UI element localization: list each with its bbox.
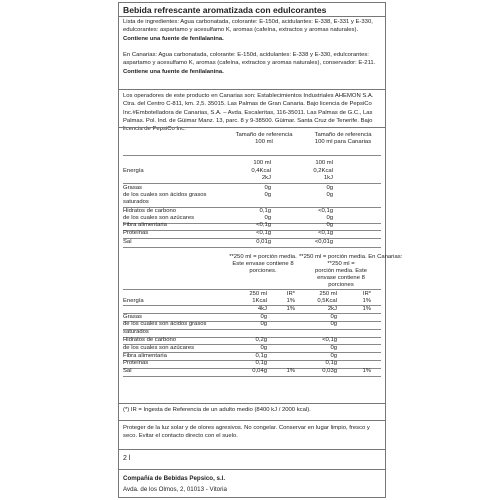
canarias-ingredients-paragraph [123, 51, 381, 76]
table1-row-value-col2: <0,01g [314, 239, 333, 245]
table-divider [119, 403, 385, 404]
table2-row-value-a: 0g [260, 344, 267, 351]
table1-row-value-col2: 0g [326, 185, 333, 191]
table1-col2-header: 100 ml para Canarias [314, 139, 372, 145]
table1-row-value-col1: 0,1g [259, 208, 271, 214]
table2-row-value-c: 0g [330, 321, 337, 328]
table1-col1-header: Tamaño de referencia [235, 132, 293, 138]
table2-col2-header: porciones [328, 282, 354, 288]
table1-row-label: Fibra alimentaria [123, 222, 167, 228]
table1-row-value-col1: 0g [264, 185, 271, 191]
table1-header-rule [123, 155, 381, 156]
table2-col2-header: porción media. Este [314, 268, 368, 274]
table1-row-value-col1: <0,1g [256, 222, 271, 228]
table1-row-label: de los cuales son ácidos grasos [123, 192, 207, 199]
table2-col1-header: **250 ml = porción media. [229, 254, 297, 260]
table2-row-value-c: 0,1g [325, 360, 337, 367]
table2-row-ir-c: 1% [362, 368, 371, 375]
table1-row-value-col2: <0,1g [318, 208, 333, 214]
table2-col1-header: porciones. [249, 268, 277, 274]
table1-row-label: Sal [123, 239, 132, 245]
table2-col2-header: **250 ml = [327, 261, 355, 267]
table2-row-label: de los cuales son azúcares [123, 344, 195, 351]
table1-row-value-col2: 1kJ [323, 175, 333, 182]
table1-row-value-col1: 0,01g [256, 239, 271, 245]
table2-row-value-a: 0,04g [252, 368, 267, 375]
table1-unit-col1: 100 ml [253, 160, 271, 166]
table2-row-value-a: 0g [260, 321, 267, 328]
table1-row-rule [123, 183, 381, 184]
table2-row-value-c: 2kJ [327, 305, 337, 312]
table1-unit-col2: 100 ml [315, 160, 333, 166]
table2-row-value-c: 0g [330, 313, 337, 320]
table2-row-ir-c: 1% [362, 305, 371, 312]
table2-row-label: Proteínas [123, 360, 149, 367]
table1-col2-header: Tamaño de referencia [314, 132, 372, 138]
table2-row-value-c: 0g [330, 352, 337, 359]
ir-note: (*) IR = Ingesta de Referencia de un adulto medio (8400 kJ / 2000 kcal). [123, 407, 311, 413]
table1-row-value-col1: 0g [264, 215, 271, 222]
storage-instructions: Proteger de la luz solar y de olores agresivos. No congelar. Conservar en lugar limpio, fresco y seco. Evitar el contacto directo con el suelo. [123, 425, 370, 440]
ingredients-warning: Contiene una fuente de fenilalanina. [123, 35, 224, 42]
table1-col1-header: 100 ml [255, 139, 273, 145]
table1-row-label: Proteínas [123, 230, 149, 236]
table2-row-ir-a: 1% [286, 298, 295, 304]
operators-divider [119, 127, 385, 128]
table2-col1-header: Este envase contiene 8 [232, 261, 294, 267]
table2-row-label: Sal [123, 368, 132, 375]
table2-sub-a: 250 ml [249, 291, 267, 297]
operators-paragraph: Los operadores de este producto en Canarias son: Establecimientos Industriales AHEMON S.A. Ctra. del Centro C-811, km. 2,5. 35015. Las Palmas de Gran Canaria. Bajo licencia de PepsiCo Inc.#Embotelladora de Canarias, S.A. – Avda. Escaleritas, 116-35011. Las Palmas de G.C., Las Palmas. Pol. Ind. de Güimar Manz. 13, parc. 8 y 9-38500. Güimar. Santa Cruz de Tenerife. Bajo licencia de PepsiCo Inc. [123, 93, 374, 133]
table2-row-value-a: 0,2g [255, 337, 267, 343]
table1-row-value-col2: 0,2Kcal [313, 168, 333, 174]
table2-row-ir-a: 1% [286, 368, 295, 375]
table2-sub-b: IR* [286, 291, 295, 297]
canarias-ingredients-warning: Contiene una fuente de fenilalanina. [123, 68, 224, 75]
table2-row-label: saturados [123, 329, 149, 336]
table2-sub-c: 250 ml [319, 291, 337, 297]
ingredients-text: Lista de ingredientes: Agua carbonatada, colorante: E-150d, acidulantes: E-338, E-331 y E-330, edulcorantes: aspartamo y acesulfamo K, aromas (cafeína, extractos y aromas naturales). [123, 19, 373, 34]
company-name: Compañía de Bebidas Pepsico, s.l. [123, 475, 226, 482]
table1-row-label: saturados [123, 199, 149, 206]
storage-divider [119, 449, 385, 450]
volume-label: 2 l [123, 455, 131, 462]
table2-row-value-a: 0g [260, 313, 267, 320]
table2-row-ir-a: 1% [286, 305, 295, 312]
table2-col2-header: envase contiene 8 [317, 275, 365, 281]
table2-row-value-c: <0,1g [322, 337, 337, 343]
title-divider [119, 16, 385, 17]
table2-row-rule [123, 376, 381, 377]
canarias-ingredients-text: En Canarias: Agua carbonatada, colorante: E-150d, acidulantes: E-338 y E-330, edulcorantes: aspartamo y acesulfamo K, aromas (cafeína, extractos y aromas naturales), conservador: E-211. [123, 52, 376, 67]
table1-row-value-col1: 0g [264, 192, 271, 199]
table2-sub-d: IR* [362, 291, 371, 297]
table2-row-value-c: 0g [330, 344, 337, 351]
table2-row-rule [123, 329, 381, 330]
table1-row-value-col2: 0g [326, 192, 333, 199]
table2-row-label: Fibra alimentaria [123, 352, 167, 359]
table1-row-label: Energía [123, 168, 144, 174]
table1-row-value-col1: <0,1g [256, 230, 271, 236]
table1-row-rule [123, 247, 381, 248]
table1-row-label: Hidratos de carbono [123, 208, 177, 214]
table1-row-label: Grasas [123, 185, 142, 191]
table2-row-value-c: 0,03g [322, 368, 337, 375]
table2-col2-header: **250 ml = porción media. En Canarias: [299, 254, 403, 260]
ingredients-divider [119, 89, 385, 90]
table2-row-label: Hidratos de carbono [123, 337, 177, 343]
table2-row-value-a: 4kJ [257, 305, 267, 312]
table2-row-label: Energía [123, 298, 144, 304]
table2-row-value-c: 0,5Kcal [317, 298, 337, 304]
ingredients-paragraph [123, 18, 381, 43]
table2-row-ir-c: 1% [362, 298, 371, 304]
product-title: Bebida refrescante aromatizada con edulcorantes [123, 5, 327, 15]
volume-divider [119, 469, 385, 470]
table1-row-value-col2: 0g [326, 215, 333, 222]
table2-row-value-a: 0,1g [255, 352, 267, 359]
table1-row-value-col1: 0,4Kcal [251, 168, 271, 174]
ir-divider [119, 420, 385, 421]
table2-row-value-a: 0,1g [255, 360, 267, 367]
table2-row-label: Grasas [123, 313, 142, 320]
table1-row-value-col2: <0,1g [318, 230, 333, 236]
table1-row-value-col2: 0g [326, 222, 333, 228]
nutrition-label [118, 2, 403, 498]
table1-row-label: de los cuales son azúcares [123, 215, 195, 222]
table2-header-rule [123, 289, 381, 290]
table2-row-label: de los cuales son ácidos grasos [123, 321, 207, 328]
company-address: Avda. de los Olmos, 2, 01013 - Vitoria [123, 486, 227, 493]
table1-row-value-col1: 2kJ [261, 175, 271, 182]
table2-row-value-a: 1Kcal [252, 298, 267, 304]
